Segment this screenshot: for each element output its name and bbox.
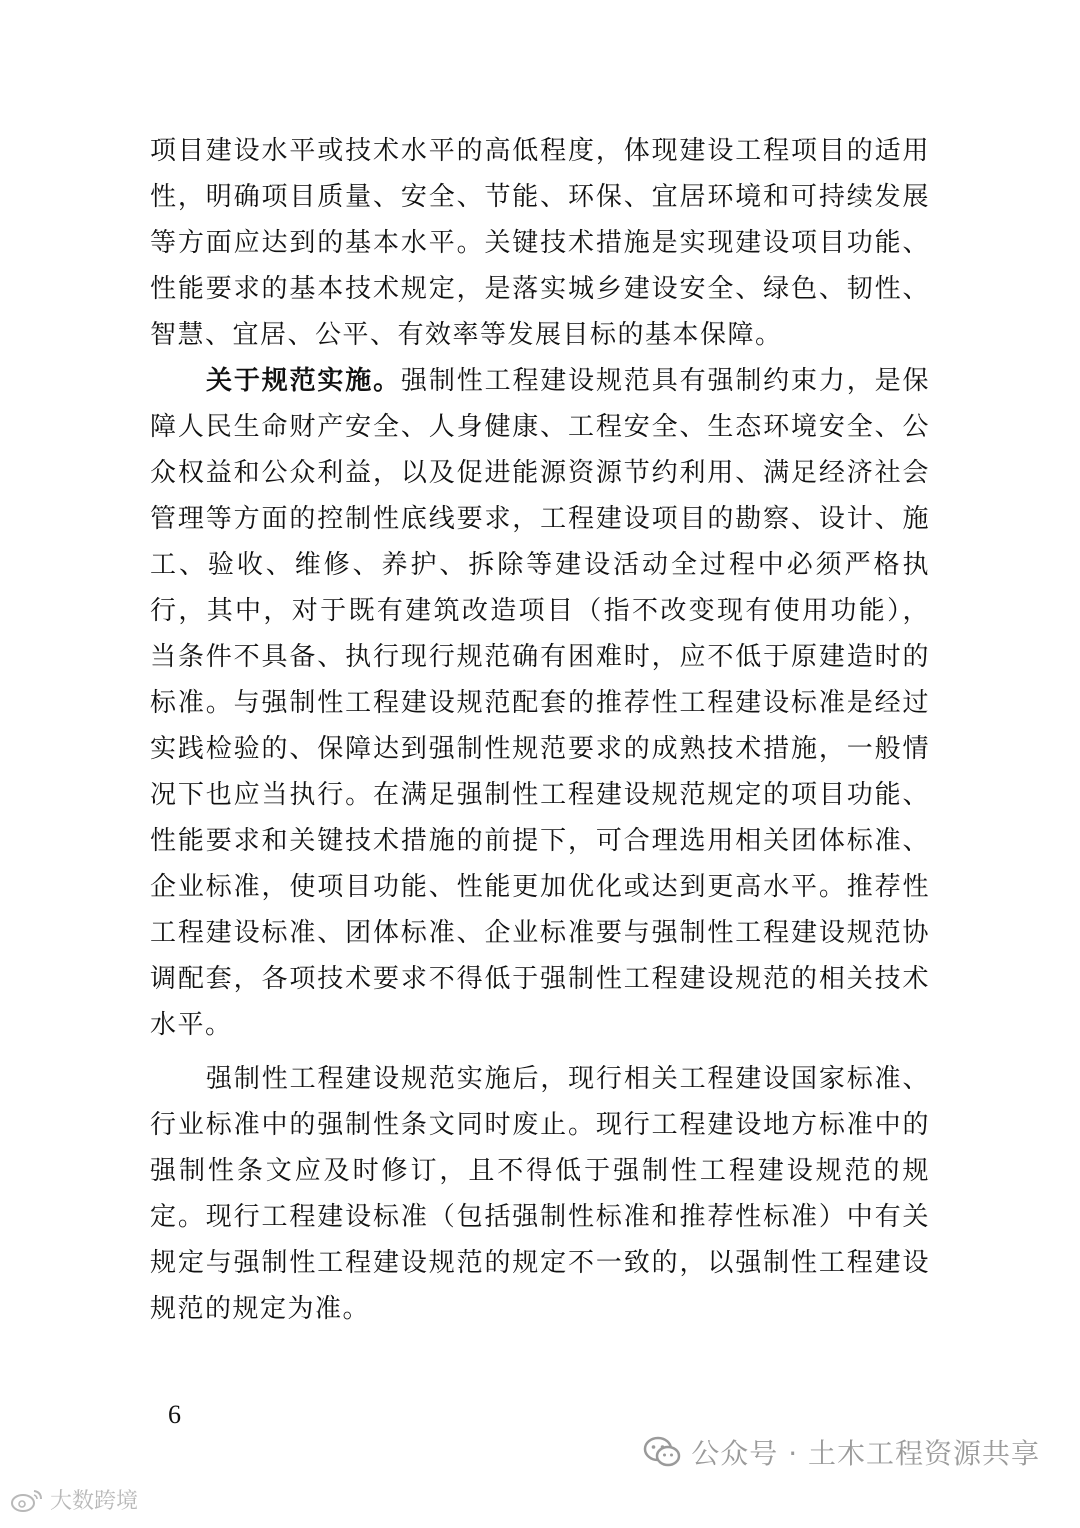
wechat-watermark	[643, 1432, 1040, 1472]
page-number: 6	[168, 1400, 181, 1429]
paragraph-body: 强制性工程建设规范具有强制约束力，是保障人民生命财产安全、人身健康、工程安全、生态环境安全、公众权益和公众利益，以及促进能源资源节约利用、满足经济社会管理等方面的控制性底线要求，工程建设项目的勘察、设计、施工、验收、维修、养护、拆除等建设活动全过程中必须严格执行，其中，对于既有建筑改造项目（指不改变现有使用功能），当条件不具备、执行现行规范确有困难时，应不低于原建造时的标准。与强制性工程建设规范配套的推荐性工程建设标准是经过实践检验的、保障达到强制性规范要求的成熟技术措施，一般情况下也应当执行。在满足强制性工程建设规范规定的项目功能、性能要求和关键技术措施的前提下，可合理选用相关团体标准、企业标准，使项目功能、性能更加优化或达到更高水平。推荐性工程建设标准、团体标准、企业标准要与强制性工程建设规范协调配套，各项技术要求不得低于强制性工程建设规范的相关技术水平。	[150, 366, 930, 1040]
body-text	[150, 128, 930, 1332]
wechat-icon	[643, 1436, 681, 1468]
wechat-account-text: 公众号 · 土木工程资源共享	[691, 1437, 1040, 1470]
corner-watermark	[10, 1484, 138, 1515]
paragraph-abolish: 强制性工程建设规范实施后，现行相关工程建设国家标准、行业标准中的强制性条文同时废止。现行工程建设地方标准中的强制性条文应及时修订，且不得低于强制性工程建设规范的规定。现行工程建设标准（包括强制性标准和推荐性标准）中有关规定与强制性工程建设规范的规定不一致的，以强制性工程建设规范的规定为准。	[150, 1064, 930, 1324]
paragraph-continuation: 项目建设水平或技术水平的高低程度，体现建设工程项目的适用性，明确项目质量、安全、节能、环保、宜居环境和可持续发展等方面应达到的基本水平。关键技术措施是实现建设项目功能、性能要求的基本技术规定，是落实城乡建设安全、绿色、韧性、智慧、宜居、公平、有效率等发展目标的基本保障。	[150, 136, 930, 350]
weibo-icon	[10, 1487, 44, 1513]
corner-watermark-text: 大数跨境	[50, 1489, 139, 1514]
paragraph-heading: 关于规范实施。	[206, 366, 402, 396]
paragraph-implementation	[150, 358, 930, 1048]
